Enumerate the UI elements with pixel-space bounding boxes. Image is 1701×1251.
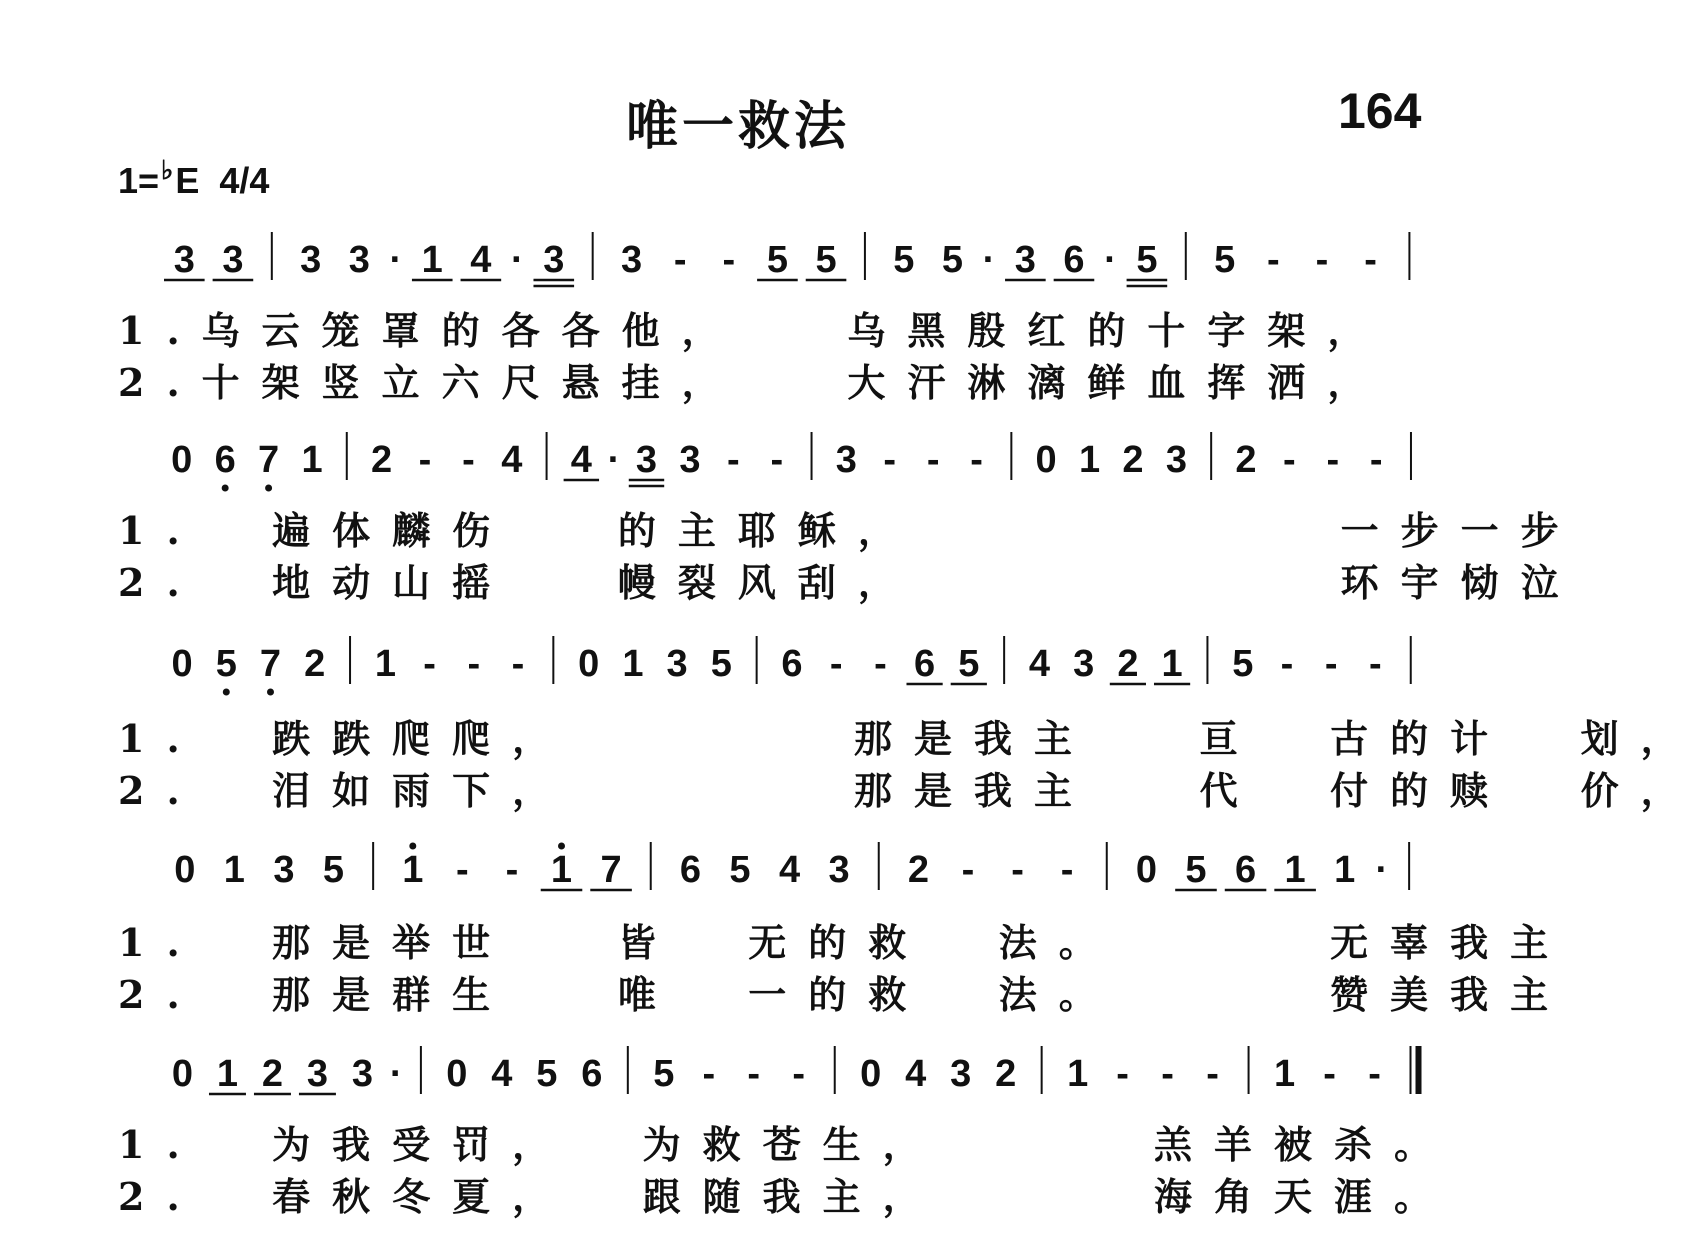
low-octave-dot <box>267 689 274 696</box>
note-1: 1 <box>1078 439 1101 481</box>
note-2: 2 <box>907 849 929 891</box>
dash-mark: - <box>926 439 940 481</box>
note-7: 7 <box>600 849 622 891</box>
note-3: 3 <box>173 239 195 281</box>
note-3: 3 <box>351 1053 373 1095</box>
note-5: 5 <box>322 849 345 891</box>
note-5: 5 <box>710 643 732 685</box>
dash-mark: - <box>1364 239 1377 281</box>
note-4: 4 <box>905 1053 927 1095</box>
note-4: 4 <box>778 849 801 891</box>
note-3: 3 <box>835 439 857 481</box>
note-6: 6 <box>679 849 701 891</box>
note-1: 1 <box>1067 1053 1089 1095</box>
dash-mark: - <box>511 643 525 685</box>
note-1: 1 <box>1334 849 1356 891</box>
dash-mark: - <box>467 643 481 685</box>
lyric-line-4-2: 2. 那是群生 唯 一的救 法。 赞美我主 <box>118 972 1571 1017</box>
note-5: 5 <box>729 849 751 891</box>
dash-mark: - <box>722 239 736 281</box>
note-0: 0 <box>171 643 193 685</box>
high-octave-dot <box>409 843 416 850</box>
note-0: 0 <box>171 1053 194 1095</box>
dash-mark: - <box>727 439 740 481</box>
note-5: 5 <box>958 643 980 685</box>
dash-mark: - <box>1266 239 1280 281</box>
note-1: 1 <box>301 439 323 481</box>
hymn-number: 164 <box>1338 83 1422 139</box>
time-signature: 4/4 <box>219 160 270 201</box>
note-3: 3 <box>1014 239 1036 281</box>
lyric-line-2-1: 1. 遍体麟伤 的主耶稣， 一步一步 <box>118 508 1581 553</box>
note-2: 2 <box>1122 439 1144 481</box>
note-0: 0 <box>174 849 196 891</box>
dash-mark: - <box>1369 439 1383 481</box>
note-3: 3 <box>348 239 370 281</box>
note-0: 0 <box>171 439 193 481</box>
note-3: 3 <box>222 239 244 281</box>
dash-mark: - <box>1283 439 1296 481</box>
note-5: 5 <box>941 239 964 281</box>
note-6: 6 <box>781 643 803 685</box>
note-1: 1 <box>550 849 573 891</box>
note-3: 3 <box>950 1053 972 1095</box>
dash-mark: - <box>1368 1053 1381 1095</box>
augmentation-dot: · <box>510 239 524 281</box>
dash-mark: - <box>770 439 784 481</box>
note-2: 2 <box>995 1053 1017 1095</box>
note-3: 3 <box>1073 643 1095 685</box>
note-7: 7 <box>259 643 282 685</box>
note-7: 7 <box>258 439 280 481</box>
note-6: 6 <box>1234 849 1257 891</box>
dash-mark: - <box>874 643 887 685</box>
note-5: 5 <box>215 643 237 685</box>
note-6: 6 <box>214 439 236 481</box>
dash-mark: - <box>456 849 469 891</box>
note-3: 3 <box>666 643 688 685</box>
lyric-line-5-2: 2. 春秋冬夏， 跟随我主， 海角天涯。 <box>118 1174 1454 1219</box>
augmentation-dot: · <box>389 239 403 281</box>
dash-mark: - <box>1369 643 1382 685</box>
note-1: 1 <box>421 239 443 281</box>
note-1: 1 <box>622 643 644 685</box>
note-3: 3 <box>273 849 295 891</box>
lyric-line-2-2: 2. 地动山摇 幔裂风刮， 环宇恸泣 <box>118 560 1581 605</box>
note-1: 1 <box>1284 849 1306 891</box>
low-octave-dot <box>223 689 230 696</box>
lyric-line-5-1: 1. 为我受罚， 为救苍生， 羔羊被杀。 <box>118 1122 1454 1167</box>
note-4: 4 <box>491 1053 513 1095</box>
lyric-line-3-1: 1. 跌跌爬爬， 那是我主 亘 古的计 划， <box>118 716 1701 761</box>
note-0: 0 <box>1035 439 1057 481</box>
lyric-line-1-1: 1.乌云笼罩的各各他， 乌黑殷红的十字架， <box>118 308 1388 353</box>
note-5: 5 <box>893 239 915 281</box>
note-0: 0 <box>1135 849 1157 891</box>
dash-mark: - <box>1324 643 1338 685</box>
high-octave-dot <box>558 843 565 850</box>
dash-mark: - <box>1161 1053 1174 1095</box>
note-1: 1 <box>216 1053 239 1095</box>
note-0: 0 <box>446 1053 468 1095</box>
dash-mark: - <box>1206 1053 1219 1095</box>
note-3: 3 <box>620 239 643 281</box>
note-1: 1 <box>1161 643 1183 685</box>
note-4: 4 <box>570 439 592 481</box>
note-2: 2 <box>304 643 326 685</box>
note-3: 3 <box>1165 439 1187 481</box>
note-4: 4 <box>470 239 492 281</box>
note-4: 4 <box>501 439 523 481</box>
note-5: 5 <box>536 1053 558 1095</box>
note-1: 1 <box>402 849 424 891</box>
note-3: 3 <box>828 849 850 891</box>
note-0: 0 <box>578 643 600 685</box>
dash-mark: - <box>970 439 983 481</box>
note-3: 3 <box>543 239 565 281</box>
dash-mark: - <box>673 239 687 281</box>
note-5: 5 <box>1232 643 1254 685</box>
augmentation-dot: · <box>389 1053 403 1095</box>
lyric-line-3-2: 2. 泪如雨下， 那是我主 代 付的赎 价， <box>118 768 1701 813</box>
note-5: 5 <box>1136 239 1158 281</box>
dash-mark: - <box>1116 1053 1129 1095</box>
augmentation-dot: · <box>982 239 996 281</box>
lyric-line-1-2: 2.十架竖立六尺悬挂， 大汗淋漓鲜血挥洒， <box>118 360 1388 405</box>
note-3: 3 <box>306 1053 329 1095</box>
dash-mark: - <box>1326 439 1340 481</box>
dash-mark: - <box>1060 849 1074 891</box>
note-5: 5 <box>815 239 837 281</box>
dash-mark: - <box>1323 1053 1336 1095</box>
augmentation-dot: · <box>1104 239 1117 281</box>
note-1: 1 <box>374 643 396 685</box>
note-2: 2 <box>1117 643 1139 685</box>
note-1: 1 <box>1273 1053 1296 1095</box>
flat-sign: ♭ <box>161 155 174 185</box>
note-3: 3 <box>679 439 701 481</box>
note-5: 5 <box>766 239 788 281</box>
lyric-line-4-1: 1. 那是举世 皆 无的救 法。 无辜我主 <box>118 920 1571 965</box>
dash-mark: - <box>702 1053 716 1095</box>
note-2: 2 <box>370 439 393 481</box>
dash-mark: - <box>505 849 519 891</box>
note-5: 5 <box>653 1053 675 1095</box>
dash-mark: - <box>961 849 975 891</box>
note-3: 3 <box>300 239 322 281</box>
dash-mark: - <box>423 643 436 685</box>
note-2: 2 <box>1235 439 1257 481</box>
note-4: 4 <box>1028 643 1051 685</box>
dash-mark: - <box>462 439 475 481</box>
dash-mark: - <box>418 439 432 481</box>
key-prefix: 1= <box>118 160 160 201</box>
note-1: 1 <box>223 849 245 891</box>
dash-mark: - <box>1280 643 1294 685</box>
dash-mark: - <box>747 1053 761 1095</box>
dash-mark: - <box>829 643 843 685</box>
key-note: E <box>175 160 200 201</box>
note-6: 6 <box>914 643 936 685</box>
augmentation-dot: · <box>1375 849 1389 891</box>
key-signature <box>118 155 270 202</box>
dash-mark: - <box>883 439 897 481</box>
low-octave-dot <box>222 485 229 492</box>
note-2: 2 <box>261 1053 284 1095</box>
note-3: 3 <box>635 439 658 481</box>
augmentation-dot: · <box>607 439 621 481</box>
note-6: 6 <box>1063 239 1085 281</box>
low-octave-dot <box>265 485 272 492</box>
dash-mark: - <box>1011 849 1024 891</box>
dash-mark: - <box>1315 239 1329 281</box>
hymn-title: 唯一救法 <box>626 97 851 157</box>
dash-mark: - <box>792 1053 806 1095</box>
note-5: 5 <box>1214 239 1236 281</box>
note-5: 5 <box>1185 849 1207 891</box>
note-0: 0 <box>860 1053 882 1095</box>
note-6: 6 <box>581 1053 603 1095</box>
